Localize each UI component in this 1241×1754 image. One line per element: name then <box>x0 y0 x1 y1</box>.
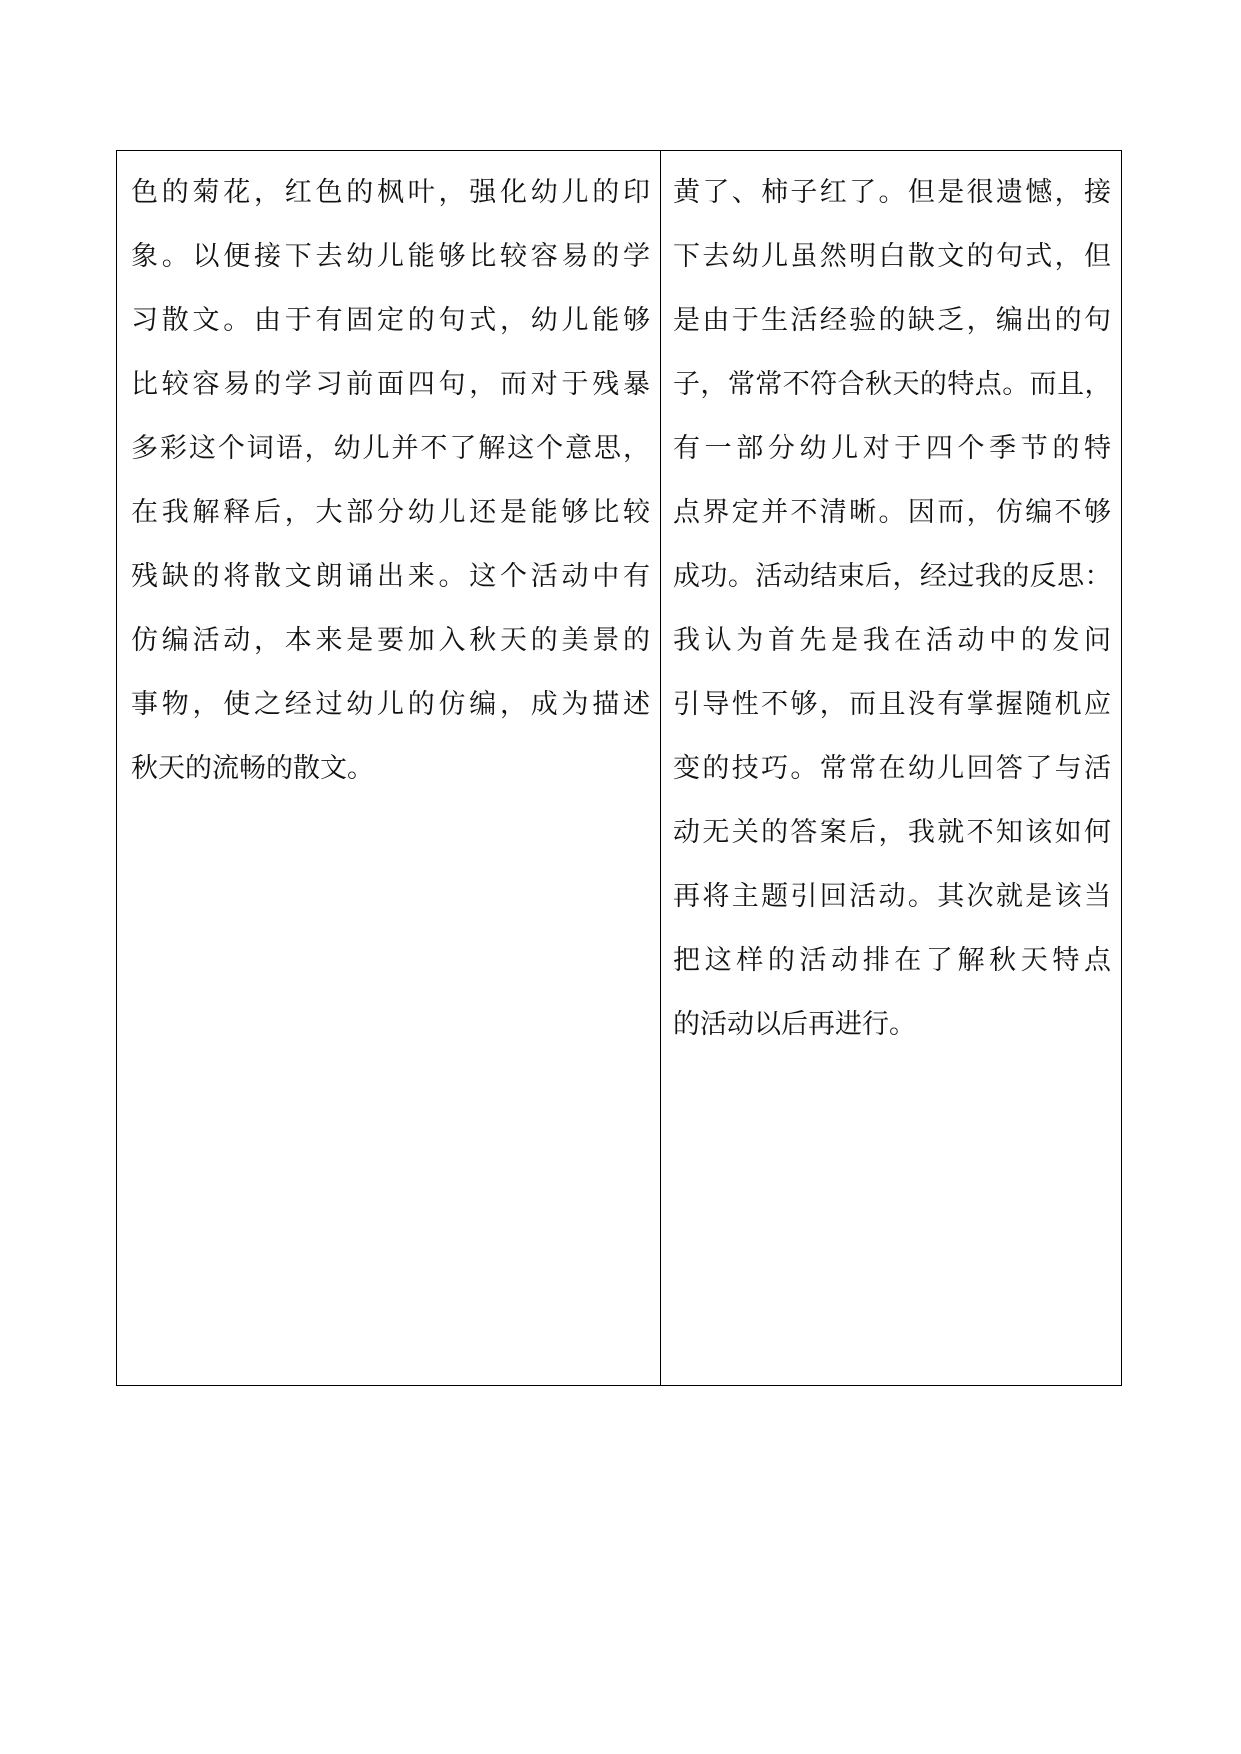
text-line: 黄了、柿子红了。但是很遗憾，接 <box>673 177 1111 208</box>
text-line: 多彩这个词语，幼儿并不了解这个意思， <box>131 433 650 464</box>
text-line: 动无关的答案后，我就不知该如何 <box>673 817 1111 848</box>
text-line: 引导性不够，而且没有掌握随机应 <box>673 689 1111 720</box>
document-table <box>116 150 1122 1386</box>
text-line: 我认为首先是我在活动中的发问 <box>673 625 1111 656</box>
text-line: 色的菊花，红色的枫叶，强化幼儿的印 <box>131 177 650 208</box>
text-line: 习散文。由于有固定的句式，幼儿能够 <box>131 305 650 336</box>
text-line: 仿编活动，本来是要加入秋天的美景的 <box>131 625 650 656</box>
text-line: 是由于生活经验的缺乏，编出的句 <box>673 305 1111 336</box>
text-line: 再将主题引回活动。其次就是该当 <box>673 881 1111 912</box>
table-cell-right <box>661 151 1121 1385</box>
text-line: 变的技巧。常常在幼儿回答了与活 <box>673 753 1111 784</box>
text-line: 残缺的将散文朗诵出来。这个活动中有 <box>131 561 650 592</box>
table-cell-left <box>117 151 661 1385</box>
text-line: 下去幼儿虽然明白散文的句式，但 <box>673 241 1111 272</box>
text-line: 秋天的流畅的散文。 <box>131 753 374 784</box>
text-line: 的活动以后再进行。 <box>673 1009 916 1040</box>
text-line: 子，常常不符合秋天的特点。而且， <box>673 369 1111 400</box>
text-line: 在我解释后，大部分幼儿还是能够比较 <box>131 497 650 528</box>
text-line: 把这样的活动排在了解秋天特点 <box>673 945 1111 976</box>
text-line: 事物，使之经过幼儿的仿编，成为描述 <box>131 689 650 720</box>
text-line: 成功。活动结束后，经过我的反思： <box>673 561 1111 592</box>
text-line: 有一部分幼儿对于四个季节的特 <box>673 433 1111 464</box>
text-line: 比较容易的学习前面四句，而对于残暴 <box>131 369 650 400</box>
text-line: 象。以便接下去幼儿能够比较容易的学 <box>131 241 650 272</box>
text-line: 点界定并不清晰。因而，仿编不够 <box>673 497 1111 528</box>
